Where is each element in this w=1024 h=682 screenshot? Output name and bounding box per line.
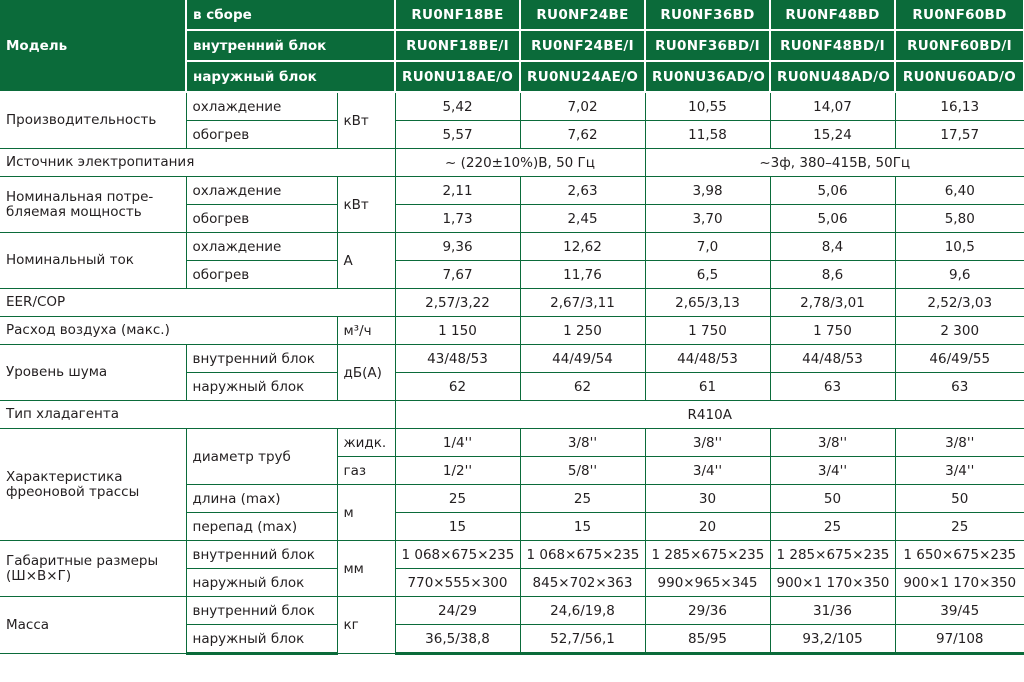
value-cell: 3,70: [645, 205, 770, 233]
value-cell: 12,62: [520, 233, 645, 261]
value-cell: 6,5: [645, 261, 770, 289]
value-cell: 16,13: [895, 92, 1024, 121]
value-cell: 1 250: [520, 317, 645, 345]
unit-label: м: [337, 485, 395, 541]
value-cell: 63: [770, 373, 895, 401]
table-row: [0, 401, 1024, 429]
value-cell: 2 300: [895, 317, 1024, 345]
value-cell: 845×702×363: [520, 569, 645, 597]
piping-label: Характеристика фреоновой трассы: [0, 429, 186, 541]
height-difference-label: перепад (max): [186, 513, 337, 541]
refrigerant-label: Тип хладагента: [0, 401, 395, 429]
value-cell: 62: [520, 373, 645, 401]
value-cell: 50: [895, 485, 1024, 513]
value-cell: 9,6: [895, 261, 1024, 289]
value-cell: 11,76: [520, 261, 645, 289]
value-cell: 63: [895, 373, 1024, 401]
liquid-label: жидк.: [337, 429, 395, 457]
unit-label: м³/ч: [337, 317, 395, 345]
outdoor-unit-row-label: наружный блок: [186, 61, 395, 92]
model-code: RU0NU48AD/O: [770, 61, 895, 92]
rated-current-label: Номинальный ток: [0, 233, 186, 289]
value-cell: 15,24: [770, 121, 895, 149]
value-cell: 1 650×675×235: [895, 541, 1024, 569]
value-cell: ~3ф, 380–415В, 50Гц: [645, 149, 1024, 177]
value-cell: 44/49/54: [520, 345, 645, 373]
value-cell: 2,52/3,03: [895, 289, 1024, 317]
indoor-unit-label: внутренний блок: [186, 597, 337, 625]
noise-level-label: Уровень шума: [0, 345, 186, 401]
value-cell: 5,06: [770, 205, 895, 233]
model-code: RU0NF18BE: [395, 0, 520, 30]
model-code: RU0NU24AE/O: [520, 61, 645, 92]
dimensions-label: Габаритные размеры (Ш×В×Г): [0, 541, 186, 597]
value-cell: 46/49/55: [895, 345, 1024, 373]
mass-label: Масса: [0, 597, 186, 654]
value-cell: 3,98: [645, 177, 770, 205]
cooling-label: охлаждение: [186, 92, 337, 121]
value-cell: 62: [395, 373, 520, 401]
model-code: RU0NU18AE/O: [395, 61, 520, 92]
value-cell: 6,40: [895, 177, 1024, 205]
table-header: [0, 0, 1024, 92]
unit-label: дБ(А): [337, 345, 395, 401]
table-row: [0, 233, 1024, 261]
value-cell: 1 068×675×235: [520, 541, 645, 569]
value-cell: 25: [770, 513, 895, 541]
eer-cop-label: EER/COP: [0, 289, 395, 317]
value-cell: 50: [770, 485, 895, 513]
value-cell: 1/2'': [395, 457, 520, 485]
capacity-label: Производительность: [0, 92, 186, 149]
value-cell: 3/8'': [895, 429, 1024, 457]
table-row: [0, 429, 1024, 457]
model-code: RU0NF36BD/I: [645, 30, 770, 61]
value-cell: 7,0: [645, 233, 770, 261]
table-row: [0, 597, 1024, 625]
value-cell: 990×965×345: [645, 569, 770, 597]
unit-label: кВт: [337, 92, 395, 149]
model-code: RU0NF60BD/I: [895, 30, 1024, 61]
heating-label: обогрев: [186, 205, 337, 233]
value-cell: 44/48/53: [645, 345, 770, 373]
value-cell: 1/4'': [395, 429, 520, 457]
pipe-diameter-label: диаметр труб: [186, 429, 337, 485]
value-cell: 1 068×675×235: [395, 541, 520, 569]
value-cell: 3/8'': [645, 429, 770, 457]
value-cell: 2,45: [520, 205, 645, 233]
value-cell: 20: [645, 513, 770, 541]
value-cell: 2,11: [395, 177, 520, 205]
value-cell: 1 750: [645, 317, 770, 345]
cooling-label: охлаждение: [186, 233, 337, 261]
value-cell: 52,7/56,1: [520, 625, 645, 654]
value-cell: 1 150: [395, 317, 520, 345]
value-cell: 1 750: [770, 317, 895, 345]
value-cell: 8,6: [770, 261, 895, 289]
value-cell: 7,02: [520, 92, 645, 121]
length-label: длина (max): [186, 485, 337, 513]
value-cell: 900×1 170×350: [770, 569, 895, 597]
outdoor-unit-label: наружный блок: [186, 625, 337, 654]
table-row: [0, 92, 1024, 121]
value-cell: 1 285×675×235: [770, 541, 895, 569]
value-cell: 10,5: [895, 233, 1024, 261]
model-code: RU0NF48BD/I: [770, 30, 895, 61]
value-cell: R410A: [395, 401, 1024, 429]
assembly-row-label: в сборе: [186, 0, 395, 30]
value-cell: 1 285×675×235: [645, 541, 770, 569]
heating-label: обогрев: [186, 121, 337, 149]
value-cell: 39/45: [895, 597, 1024, 625]
table-row: [0, 289, 1024, 317]
value-cell: 97/108: [895, 625, 1024, 654]
value-cell: 2,78/3,01: [770, 289, 895, 317]
value-cell: 5,57: [395, 121, 520, 149]
value-cell: 24/29: [395, 597, 520, 625]
model-code: RU0NF48BD: [770, 0, 895, 30]
value-cell: 15: [395, 513, 520, 541]
value-cell: 900×1 170×350: [895, 569, 1024, 597]
value-cell: 3/4'': [895, 457, 1024, 485]
airflow-label: Расход воздуха (макс.): [0, 317, 337, 345]
value-cell: 2,57/3,22: [395, 289, 520, 317]
value-cell: 9,36: [395, 233, 520, 261]
model-header-label: Модель: [0, 0, 186, 92]
value-cell: 8,4: [770, 233, 895, 261]
indoor-unit-label: внутренний блок: [186, 345, 337, 373]
outdoor-unit-label: наружный блок: [186, 373, 337, 401]
value-cell: 10,55: [645, 92, 770, 121]
value-cell: 770×555×300: [395, 569, 520, 597]
value-cell: 11,58: [645, 121, 770, 149]
cooling-label: охлаждение: [186, 177, 337, 205]
unit-label: кВт: [337, 177, 395, 233]
value-cell: 3/8'': [520, 429, 645, 457]
value-cell: 61: [645, 373, 770, 401]
value-cell: ~ (220±10%)В, 50 Гц: [395, 149, 645, 177]
value-cell: 2,65/3,13: [645, 289, 770, 317]
value-cell: 15: [520, 513, 645, 541]
value-cell: 7,67: [395, 261, 520, 289]
model-code: RU0NF18BE/I: [395, 30, 520, 61]
value-cell: 31/36: [770, 597, 895, 625]
value-cell: 24,6/19,8: [520, 597, 645, 625]
unit-label: кг: [337, 597, 395, 654]
value-cell: 5,06: [770, 177, 895, 205]
heating-label: обогрев: [186, 261, 337, 289]
value-cell: 85/95: [645, 625, 770, 654]
value-cell: 7,62: [520, 121, 645, 149]
value-cell: 3/4'': [770, 457, 895, 485]
value-cell: 44/48/53: [770, 345, 895, 373]
value-cell: 2,63: [520, 177, 645, 205]
value-cell: 5,42: [395, 92, 520, 121]
table-row: [0, 149, 1024, 177]
value-cell: 25: [895, 513, 1024, 541]
model-code: RU0NF24BE/I: [520, 30, 645, 61]
value-cell: 3/8'': [770, 429, 895, 457]
unit-label: А: [337, 233, 395, 289]
value-cell: 93,2/105: [770, 625, 895, 654]
outdoor-unit-label: наружный блок: [186, 569, 337, 597]
model-code: RU0NF36BD: [645, 0, 770, 30]
indoor-unit-label: внутренний блок: [186, 541, 337, 569]
value-cell: 5/8'': [520, 457, 645, 485]
value-cell: 3/4'': [645, 457, 770, 485]
power-consumption-label: Номинальная потре- бляемая мощность: [0, 177, 186, 233]
value-cell: 25: [520, 485, 645, 513]
table-row: [0, 541, 1024, 569]
value-cell: 1,73: [395, 205, 520, 233]
value-cell: 5,80: [895, 205, 1024, 233]
value-cell: 43/48/53: [395, 345, 520, 373]
value-cell: 36,5/38,8: [395, 625, 520, 654]
value-cell: 25: [395, 485, 520, 513]
value-cell: 29/36: [645, 597, 770, 625]
power-supply-label: Источник электропитания: [0, 149, 395, 177]
gas-label: газ: [337, 457, 395, 485]
unit-label: мм: [337, 541, 395, 597]
model-code: RU0NU60AD/O: [895, 61, 1024, 92]
value-cell: 14,07: [770, 92, 895, 121]
table-row: [0, 177, 1024, 205]
value-cell: 17,57: [895, 121, 1024, 149]
model-code: RU0NF60BD: [895, 0, 1024, 30]
table-row: [0, 317, 1024, 345]
model-code: RU0NU36AD/O: [645, 61, 770, 92]
model-code: RU0NF24BE: [520, 0, 645, 30]
value-cell: 30: [645, 485, 770, 513]
value-cell: 2,67/3,11: [520, 289, 645, 317]
indoor-unit-row-label: внутренний блок: [186, 30, 395, 61]
table-row: [0, 345, 1024, 373]
